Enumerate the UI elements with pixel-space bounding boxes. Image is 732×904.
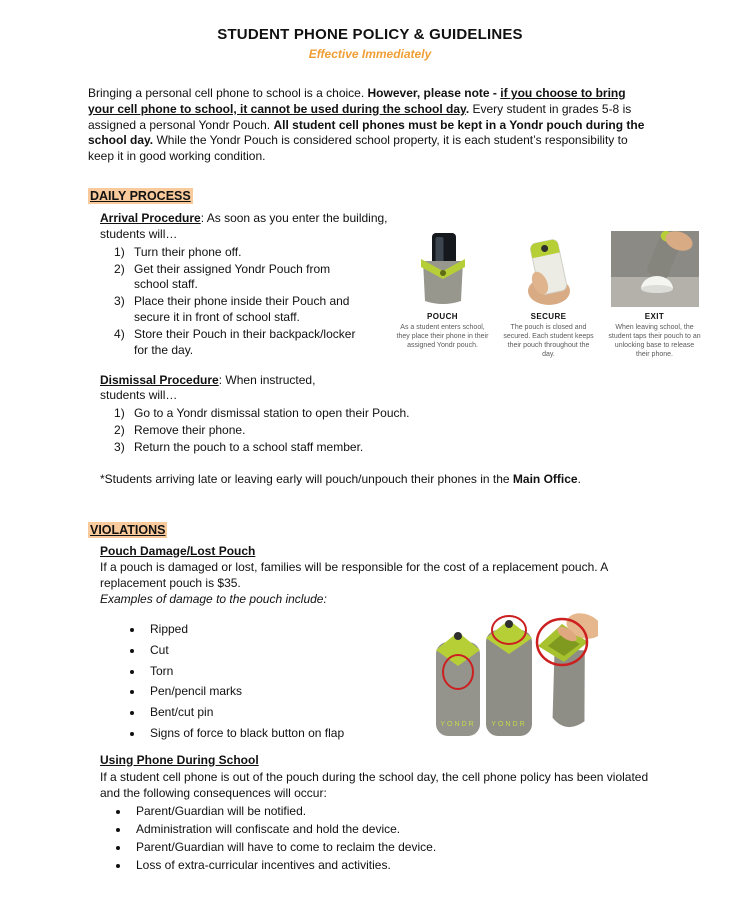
violations-section	[100, 544, 652, 874]
violations-heading: VIOLATIONS	[90, 522, 166, 537]
arrival-step: Get their assigned Yondr Pouch from school staff.	[134, 261, 331, 292]
intro-text-7: While the Yondr Pouch is considered school property, it is each student’s responsibility to keep it in good working condition.	[88, 133, 628, 164]
page-title: STUDENT PHONE POLICY & GUIDELINES	[217, 26, 523, 43]
figure-caption: The pouch is closed and secured. Each student keeps their pouch throughout the day.	[503, 324, 594, 359]
figure-exit	[608, 231, 701, 359]
damage-example: • Ripped	[144, 622, 376, 638]
intro-text-4: .	[465, 101, 473, 116]
note-text-bold: Main Office	[512, 471, 578, 486]
figure-caption: When leaving school, the student taps their pouch to an unlocking base to release their phone.	[608, 324, 701, 359]
dismissal-procedure-intro	[100, 373, 345, 405]
consequence-item: • Parent/Guardian will have to come to reclaim the device.	[130, 840, 652, 856]
consequences-list	[130, 804, 652, 873]
dismissal-procedure-text: : When instructed, students will…	[100, 372, 316, 403]
dismissal-step: Remove their phone.	[134, 423, 246, 438]
pouch-left	[436, 632, 480, 736]
consequence-item: • Administration will confiscate and hold the device.	[130, 822, 652, 838]
intro-text-6: All student cell phones must be kept in a Yondr pouch during the school day.	[88, 117, 645, 148]
figure-secure	[502, 231, 595, 359]
pouch-photo	[399, 231, 487, 307]
intro-paragraph	[88, 86, 652, 165]
dismissal-steps-list	[114, 406, 652, 455]
note-text-1: *Students arriving late or leaving early will pouch/unpouch their phones in the	[100, 471, 513, 486]
arrival-procedure-intro	[100, 211, 396, 243]
procedures-column	[100, 205, 396, 404]
intro-text-3: if you choose to bring your cell phone to school, it cannot be used during the school day	[88, 86, 626, 116]
dismissal-step: Return the pouch to a school staff member.	[134, 439, 364, 454]
arrival-steps-list	[114, 245, 362, 359]
arrival-step: Place their phone inside their Pouch and secure it in front of school staff.	[134, 294, 350, 325]
arrival-procedure-label: Arrival Procedure	[100, 211, 201, 226]
daily-process-section	[100, 205, 701, 487]
damage-examples-label: Examples of damage to the pouch include:	[100, 592, 327, 607]
process-figures	[396, 231, 701, 359]
exit-photo	[611, 231, 699, 307]
page-subtitle: Effective Immediately	[308, 47, 432, 61]
arrival-step: Turn their phone off.	[134, 244, 242, 259]
dismissal-step: Go to a Yondr dismissal station to open their Pouch.	[134, 406, 410, 421]
damaged-pouches-photo	[398, 608, 598, 749]
arrival-procedure-text: : As soon as you enter the building, students will…	[100, 211, 388, 241]
secure-photo	[505, 231, 593, 307]
intro-text-5: Every student in grades 5-8 is assigned a personal Yondr Pouch.	[88, 101, 632, 132]
damage-example: • Pen/pencil marks	[144, 684, 376, 700]
damage-example: • Cut	[144, 643, 376, 659]
pouch-damage-heading: Pouch Damage/Lost Pouch	[100, 543, 256, 558]
damage-row	[100, 610, 652, 749]
consequence-item: • Parent/Guardian will be notified.	[130, 804, 652, 820]
dismissal-procedure-label: Dismissal Procedure	[100, 372, 219, 387]
damage-examples-list	[144, 622, 376, 747]
damage-example: • Signs of force to black button on flap	[144, 726, 376, 742]
figure-pouch	[396, 231, 489, 359]
intro-text-1: Bringing a personal cell phone to school is a choice.	[88, 86, 368, 100]
damage-example: • Torn	[144, 664, 376, 680]
figure-caption: As a student enters school, they place their phone in their assigned Yondr pouch.	[396, 324, 489, 350]
pouch-middle	[486, 620, 532, 736]
pouch-brand-text: YONDR	[440, 720, 476, 728]
pouch-damage-body: If a pouch is damaged or lost, families will be responsible for the cost of a replacement pouch. A replacement pouch is $35.	[100, 560, 608, 591]
note-text-2: .	[577, 471, 581, 486]
figure-title: EXIT	[644, 312, 665, 322]
pouch-brand-text: YONDR	[491, 720, 527, 728]
phone-use-body: If a student cell phone is out of the pouch during the school day, the cell phone policy has been violated and the following consequences will occur:	[100, 769, 649, 800]
intro-text-2: However, please note -	[367, 86, 501, 100]
figure-title: SECURE	[530, 312, 567, 322]
damage-example: • Bent/cut pin	[144, 705, 376, 721]
phone-use-heading: Using Phone During School	[100, 752, 259, 767]
late-arrival-note	[100, 472, 652, 488]
daily-process-heading: DAILY PROCESS	[90, 189, 191, 204]
consequence-item: • Loss of extra-curricular incentives and activities.	[130, 858, 652, 874]
arrival-step: Store their Pouch in their backpack/locker for the day.	[134, 326, 356, 357]
figure-title: POUCH	[427, 312, 458, 322]
